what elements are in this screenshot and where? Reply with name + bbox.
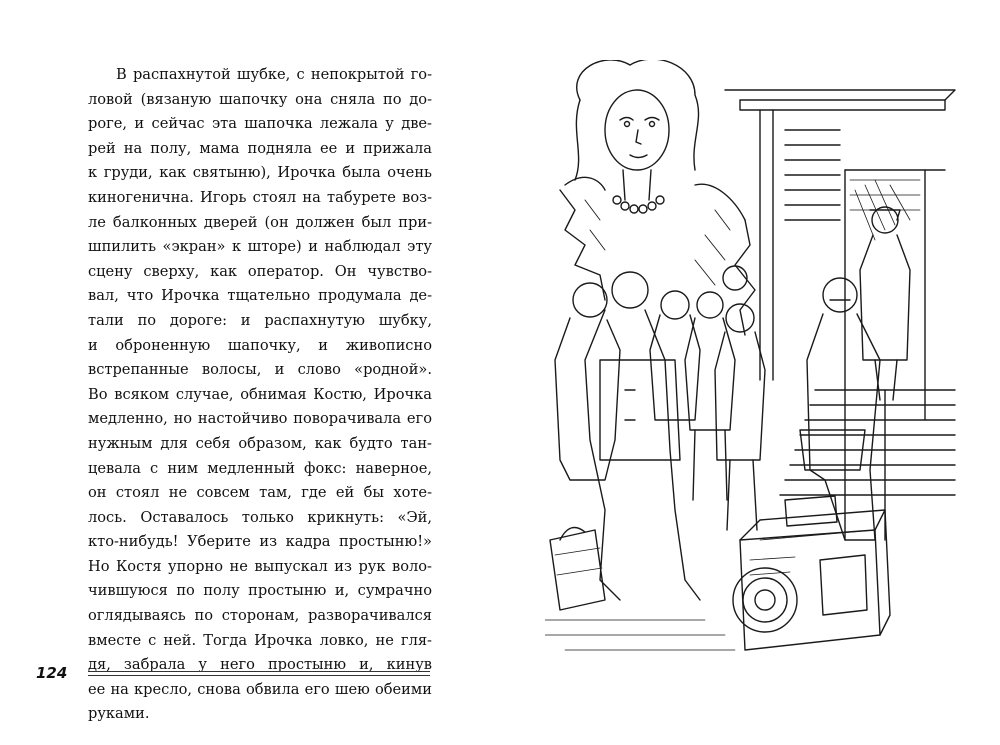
text-line: В распахнутой шубке, с непокрытой го- (116, 66, 432, 83)
page-number: 124 (36, 664, 68, 682)
illustration (545, 60, 965, 675)
text-line: цевала с ним медленный фокс: наверное, (88, 459, 432, 477)
doorway (725, 90, 955, 420)
bag (550, 528, 605, 611)
text-line: тали по дороге: и распахнутую шубку, (88, 311, 432, 329)
folio (36, 664, 67, 682)
text-line: Но Костя упорно не выпускал из рук воло- (88, 557, 432, 575)
folio-rule (88, 671, 430, 676)
text-line: нужным для себя образом, как будто тан- (88, 434, 432, 452)
steps (780, 390, 955, 540)
body-text (88, 63, 432, 727)
text-line: дя, забрала у него простыню и, кинув (88, 656, 432, 674)
text-line: вместе с ней. Тогда Ирочка ловко, не гля- (88, 631, 432, 649)
text-line: руками. (88, 705, 150, 723)
text-line: он стоял не совсем там, где ей бы хоте- (88, 484, 432, 502)
text-line: вал, что Ирочка тщательно продумала де- (88, 287, 432, 305)
text-line: Во всяком случае, обнимая Костю, Ирочка (88, 385, 432, 403)
text-line: шпилить «экран» к шторе) и наблюдал эту (88, 238, 432, 256)
text-line: роге, и сейчас эта шапочка лежала у две- (88, 115, 432, 133)
text-line: ле балконных дверей (он должен был при- (88, 213, 432, 231)
text-line: сцену сверху, как оператор. Он чувство- (88, 262, 432, 280)
text-line: и оброненную шапочку, и живописно (88, 336, 432, 354)
text-line: киногенична. Игорь стоял на табурете воз- (88, 188, 432, 206)
floor-hatching (545, 620, 735, 650)
text-line: кто-нибудь! Уберите из кадра простыню!» (88, 533, 432, 551)
text-line: чившуюся по полу простыню и, сумрачно (88, 582, 432, 600)
children-group (555, 207, 910, 600)
text-line: медленно, но настойчиво поворачивала его (88, 410, 432, 428)
text-line: рей на полу, мама подняла ее и прижала (88, 139, 432, 157)
text-line: оглядываясь по сторонам, разворачивался (88, 607, 432, 625)
projected-girl (560, 60, 755, 335)
text-line: встрепанные волосы, и слово «родной». (88, 361, 432, 379)
text-line: к груди, как святыню), Ирочка была очень (88, 164, 432, 182)
text-line: ее на кресло, снова обвила его шею обеими (88, 680, 432, 698)
text-line: лось. Оставалось только крикнуть: «Эй, (88, 508, 432, 526)
text-line: ловой (вязаную шапочку она сняла по до- (88, 90, 432, 108)
